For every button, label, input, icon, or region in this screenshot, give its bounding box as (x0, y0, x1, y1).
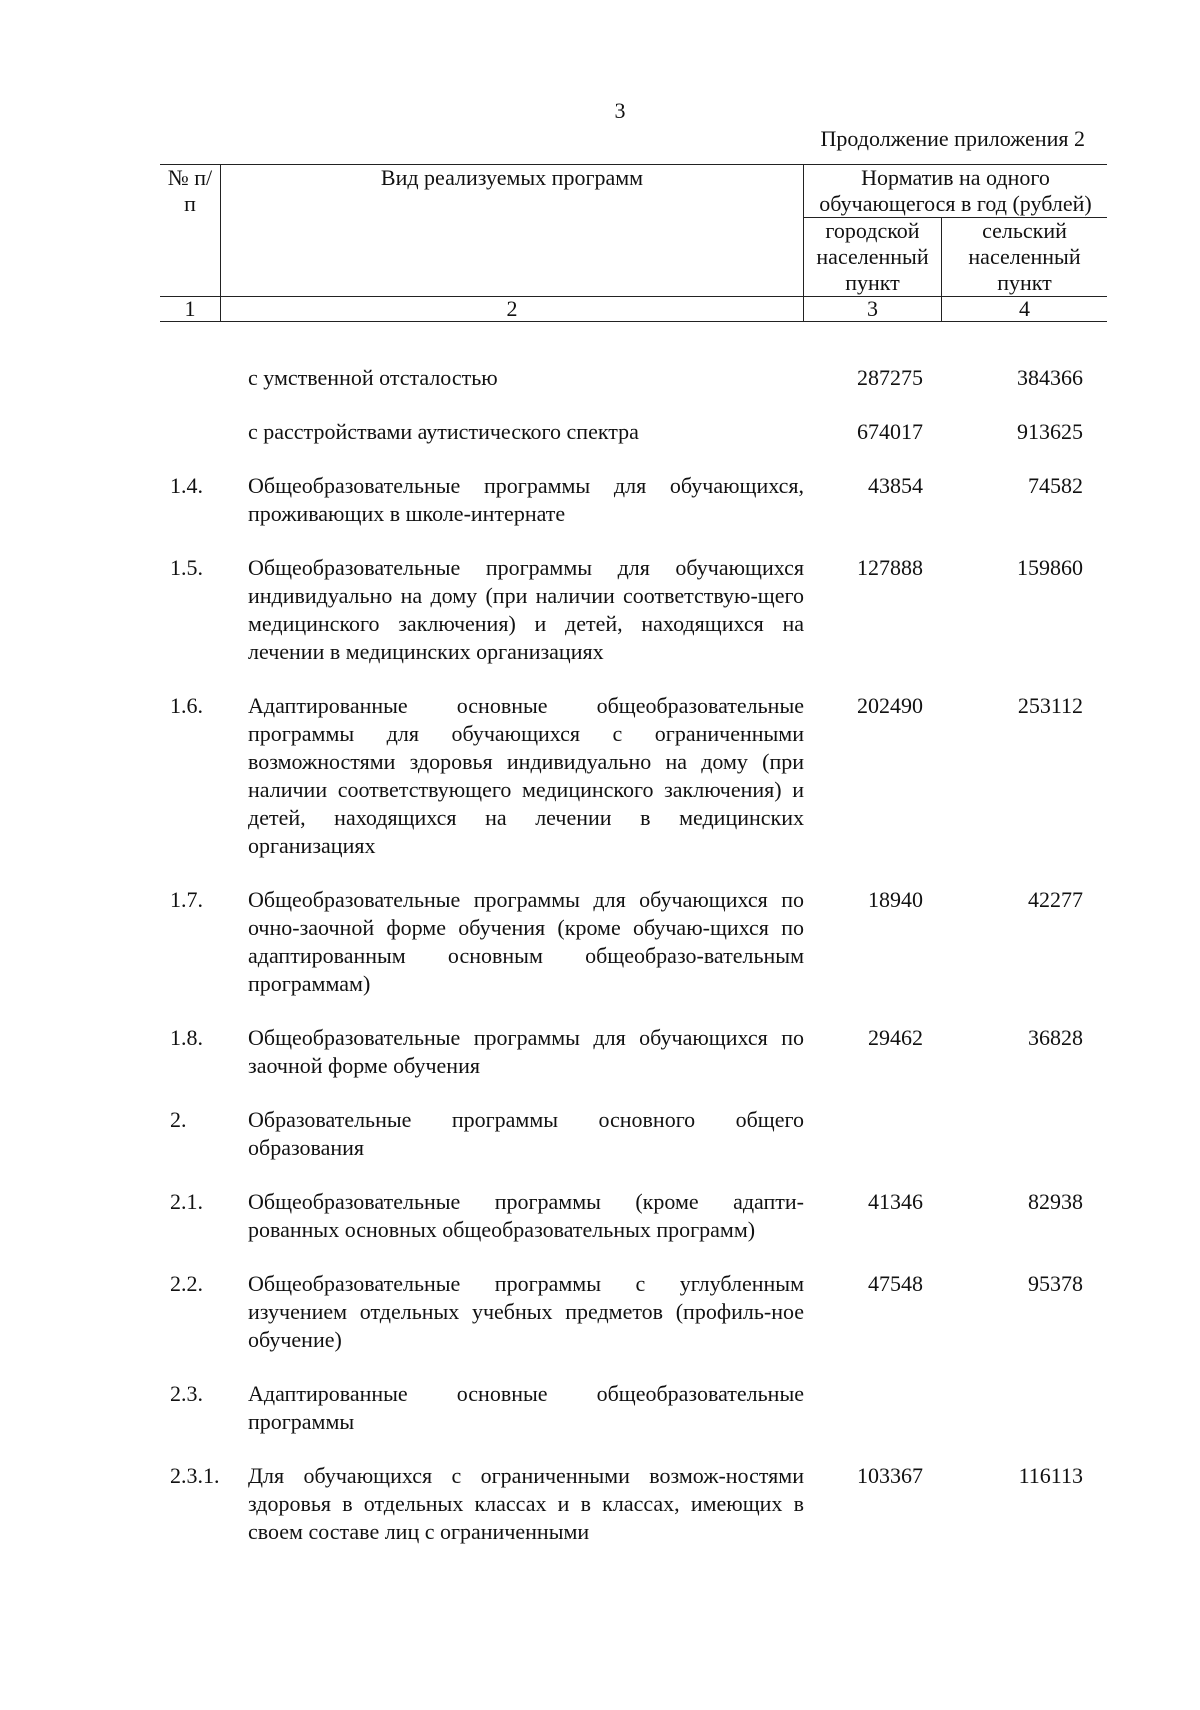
table-row (160, 1270, 1107, 1354)
row-city-value: 103367 (857, 1463, 923, 1488)
appendix-caption: Продолжение приложения 2 (820, 126, 1085, 151)
row-rural-value: 116113 (1018, 1463, 1083, 1488)
row-description: Образовательные программы основного общего образования (248, 1107, 804, 1160)
table-header (160, 164, 1107, 322)
row-description: Адаптированные основные общеобразовательные программы (248, 1381, 804, 1434)
row-number (160, 364, 240, 392)
row-city-value (804, 1106, 945, 1162)
row-number: 1.6. (170, 693, 203, 718)
table-row (160, 1462, 1107, 1546)
table-row (160, 364, 1107, 392)
header-index: 3 (804, 297, 942, 322)
row-description: Общеобразовательные программы (кроме адапти-рованных основных общеобразовательных программ) (248, 1189, 804, 1242)
row-city-value: 29462 (868, 1025, 923, 1050)
row-rural-value (945, 1106, 1091, 1162)
row-city-value: 287275 (857, 365, 923, 390)
row-rural-value: 384366 (1017, 365, 1083, 390)
row-rural-value: 36828 (1028, 1025, 1083, 1050)
table-body (160, 364, 1107, 1572)
row-number (160, 418, 240, 446)
header-index: 1 (160, 297, 221, 322)
row-number: 2.1. (170, 1189, 203, 1214)
header-rural: сельский населенный пункт (942, 218, 1108, 297)
row-number: 1.4. (170, 473, 203, 498)
row-description: с расстройствами аутистического спектра (248, 419, 639, 444)
row-city-value: 127888 (857, 555, 923, 580)
table-row (160, 1024, 1107, 1080)
row-rural-value: 82938 (1028, 1189, 1083, 1214)
header-index: 2 (221, 297, 804, 322)
row-description: с умственной отсталостью (248, 365, 498, 390)
header-num: № п/п (160, 165, 221, 297)
table-row (160, 472, 1107, 528)
header-program: Вид реализуемых программ (221, 165, 804, 297)
header-index: 4 (942, 297, 1108, 322)
row-number: 2.3. (170, 1381, 203, 1406)
row-rural-value: 253112 (1017, 693, 1083, 718)
page-number: 3 (614, 98, 626, 123)
row-description: Общеобразовательные программы с углубленным изучением отдельных учебных предметов (профиль-ное обучение) (248, 1271, 804, 1352)
row-description: Общеобразовательные программы для обучающихся, проживающих в школе-интернате (248, 473, 804, 526)
row-city-value: 202490 (857, 693, 923, 718)
table-row (160, 1106, 1107, 1162)
row-rural-value: 42277 (1028, 887, 1083, 912)
row-city-value: 18940 (868, 887, 923, 912)
table-row (160, 418, 1107, 446)
row-city-value: 41346 (868, 1189, 923, 1214)
row-number: 2.3.1. (170, 1463, 220, 1488)
row-rural-value: 95378 (1028, 1271, 1083, 1296)
row-rural-value: 74582 (1028, 473, 1083, 498)
row-description: Для обучающихся с ограниченными возмож-ностями здоровья в отдельных классах и в классах, имеющих в своем составе лиц с ограниченными (248, 1463, 804, 1544)
row-city-value: 47548 (868, 1271, 923, 1296)
row-number: 2. (170, 1107, 187, 1132)
table-row (160, 886, 1107, 998)
table-row (160, 1380, 1107, 1436)
row-description: Общеобразовательные программы для обучающихся индивидуально на дому (при наличии соответствую-щего медицинского заключения) и детей, находящихся на лечении в медицинских организациях (248, 555, 804, 664)
header-norm: Норматив на одного обучающегося в год (рублей) (804, 165, 1108, 218)
row-city-value (804, 1380, 945, 1436)
row-rural-value (945, 1380, 1091, 1436)
row-description: Адаптированные основные общеобразовательные программы для обучающихся с ограниченными возможностями здоровья индивидуально на дому (при наличии соответствующего медицинского заключения) и детей, находящихся на лечении в медицинских организациях (248, 693, 804, 858)
table-row (160, 554, 1107, 666)
row-number: 1.8. (170, 1025, 203, 1050)
header-city: городской населенный пункт (804, 218, 942, 297)
table-row (160, 1188, 1107, 1244)
row-description: Общеобразовательные программы для обучающихся по заочной форме обучения (248, 1025, 804, 1078)
table-row (160, 692, 1107, 860)
row-city-value: 43854 (868, 473, 923, 498)
row-description: Общеобразовательные программы для обучающихся по очно-заочной форме обучения (кроме обучаю-щихся по адаптированным основным общеобразо-вательным программам) (248, 887, 804, 996)
row-number: 2.2. (170, 1271, 203, 1296)
row-number: 1.7. (170, 887, 203, 912)
row-rural-value: 159860 (1017, 555, 1083, 580)
row-city-value: 674017 (857, 419, 923, 444)
row-number: 1.5. (170, 555, 203, 580)
row-rural-value: 913625 (1017, 419, 1083, 444)
